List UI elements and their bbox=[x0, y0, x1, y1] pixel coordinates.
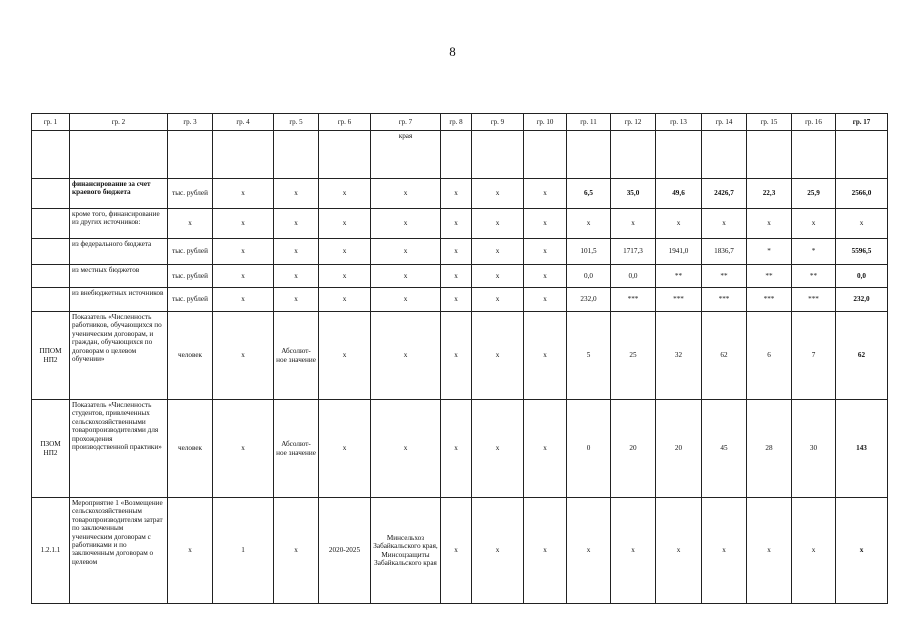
table-cell: x bbox=[441, 265, 472, 288]
table-cell: 35,0 bbox=[611, 179, 656, 209]
table-cell: 0,0 bbox=[611, 265, 656, 288]
table-cell: x bbox=[319, 239, 371, 265]
table-cell: 22,3 bbox=[747, 179, 792, 209]
table-row bbox=[32, 179, 888, 209]
table-cell bbox=[32, 265, 70, 288]
table-cell: 20 bbox=[611, 400, 656, 498]
table-cell: Показатель «Численность студентов, привлеченных сельскохозяйственными товаропроизводителями для прохождения производственной практики» bbox=[70, 400, 168, 498]
table-cell: 20 bbox=[656, 400, 702, 498]
header-cell: гр. 9 bbox=[472, 114, 524, 131]
table-cell: 32 bbox=[656, 312, 702, 400]
table-cell: x bbox=[213, 239, 274, 265]
table-cell: ** bbox=[747, 265, 792, 288]
header-cell: гр. 17 bbox=[836, 114, 888, 131]
table-cell: x bbox=[702, 498, 747, 604]
table-cell bbox=[70, 131, 168, 179]
table-cell: x bbox=[524, 179, 567, 209]
table-cell: x bbox=[441, 400, 472, 498]
table-cell: *** bbox=[747, 288, 792, 312]
table-cell: Абсолют-ное значение bbox=[274, 312, 319, 400]
table-cell: x bbox=[319, 400, 371, 498]
table-cell: 5596,5 bbox=[836, 239, 888, 265]
table-cell: x bbox=[836, 209, 888, 239]
table-cell bbox=[32, 179, 70, 209]
table-cell: кроме того, финансирование из других источников: bbox=[70, 209, 168, 239]
table-cell bbox=[792, 131, 836, 179]
table-cell: x bbox=[656, 209, 702, 239]
table-cell: ** bbox=[702, 265, 747, 288]
table-row bbox=[32, 265, 888, 288]
table-cell: x bbox=[274, 498, 319, 604]
table-cell: x bbox=[213, 288, 274, 312]
table-cell bbox=[836, 131, 888, 179]
header-cell: гр. 6 bbox=[319, 114, 371, 131]
table-cell: ** bbox=[792, 265, 836, 288]
table-cell: человек bbox=[168, 400, 213, 498]
table-cell: x bbox=[524, 400, 567, 498]
table-cell: финансирование за счет краевого бюджета bbox=[70, 179, 168, 209]
table-cell: x bbox=[371, 288, 441, 312]
table-cell: человек bbox=[168, 312, 213, 400]
header-cell: гр. 1 bbox=[32, 114, 70, 131]
table-cell: из внебюджетных источников bbox=[70, 288, 168, 312]
table-cell: x bbox=[441, 288, 472, 312]
table-cell: x bbox=[472, 312, 524, 400]
table-cell: x bbox=[213, 209, 274, 239]
table-cell: 30 bbox=[792, 400, 836, 498]
table-cell: x bbox=[371, 400, 441, 498]
table-cell: 1941,0 bbox=[656, 239, 702, 265]
table-cell bbox=[611, 131, 656, 179]
table-cell: x bbox=[747, 498, 792, 604]
table-cell: x bbox=[441, 498, 472, 604]
table-cell: *** bbox=[656, 288, 702, 312]
table-cell: x bbox=[524, 312, 567, 400]
table-cell: x bbox=[792, 498, 836, 604]
table-cell: x bbox=[274, 288, 319, 312]
header-row bbox=[32, 114, 888, 131]
table-cell: x bbox=[441, 179, 472, 209]
table-cell: x bbox=[472, 498, 524, 604]
table-cell: x bbox=[567, 498, 611, 604]
table-cell: x bbox=[319, 179, 371, 209]
table-cell: Абсолют-ное значение bbox=[274, 400, 319, 498]
table-cell: *** bbox=[792, 288, 836, 312]
header-cell: гр. 7 bbox=[371, 114, 441, 131]
header-cell: гр. 3 bbox=[168, 114, 213, 131]
table-cell: 2020-2025 bbox=[319, 498, 371, 604]
table-cell bbox=[32, 209, 70, 239]
table-cell: 5 bbox=[567, 312, 611, 400]
table-cell: 1836,7 bbox=[702, 239, 747, 265]
table-cell: x bbox=[213, 312, 274, 400]
table-cell bbox=[274, 131, 319, 179]
table-cell: x bbox=[371, 209, 441, 239]
table-cell: 62 bbox=[836, 312, 888, 400]
table-cell: Мероприятие 1 «Возмещение сельскохозяйственным товаропроизводителям затрат по заключенным ученическим договорам с работниками и по заключенным договорам о целевом bbox=[70, 498, 168, 604]
table-cell: x bbox=[441, 239, 472, 265]
table-cell bbox=[747, 131, 792, 179]
table-cell: из федерального бюджета bbox=[70, 239, 168, 265]
table-cell: ППОМ НП2 bbox=[32, 312, 70, 400]
table-cell bbox=[168, 131, 213, 179]
table-cell: 0,0 bbox=[836, 265, 888, 288]
table-cell: x bbox=[319, 209, 371, 239]
table-cell: x bbox=[656, 498, 702, 604]
table-row bbox=[32, 239, 888, 265]
table-cell: x bbox=[371, 312, 441, 400]
table-cell: x bbox=[319, 312, 371, 400]
table-cell: x bbox=[524, 239, 567, 265]
table-cell: x bbox=[274, 179, 319, 209]
table-row bbox=[32, 209, 888, 239]
table-cell: x bbox=[371, 239, 441, 265]
table-cell: x bbox=[168, 209, 213, 239]
table-cell: x bbox=[567, 209, 611, 239]
header-cell: гр. 4 bbox=[213, 114, 274, 131]
table-cell: x bbox=[524, 498, 567, 604]
table-row bbox=[32, 131, 888, 179]
header-cell: гр. 10 bbox=[524, 114, 567, 131]
table-cell: x bbox=[274, 265, 319, 288]
table-cell: x bbox=[441, 209, 472, 239]
table-cell: 6 bbox=[747, 312, 792, 400]
table-cell bbox=[32, 239, 70, 265]
table-cell bbox=[702, 131, 747, 179]
table-cell: * bbox=[747, 239, 792, 265]
header-cell: гр. 13 bbox=[656, 114, 702, 131]
table-cell: 1717,3 bbox=[611, 239, 656, 265]
table-cell: 1 bbox=[213, 498, 274, 604]
table-cell: x bbox=[371, 265, 441, 288]
table-cell: 45 bbox=[702, 400, 747, 498]
table-cell: ** bbox=[656, 265, 702, 288]
table-cell: x bbox=[472, 179, 524, 209]
table-cell bbox=[524, 131, 567, 179]
table-cell: Показатель «Численность работников, обучающихся по ученическим договорам, и граждан, обучающихся по договорам о целевом обучении» bbox=[70, 312, 168, 400]
table-cell: x bbox=[168, 498, 213, 604]
table-cell: x bbox=[441, 312, 472, 400]
table-cell: x bbox=[524, 209, 567, 239]
table-cell: x bbox=[274, 239, 319, 265]
table-cell bbox=[472, 131, 524, 179]
table-cell: ПЗОМ НП2 bbox=[32, 400, 70, 498]
table-cell bbox=[319, 131, 371, 179]
table-cell: 101,5 bbox=[567, 239, 611, 265]
table-cell: 232,0 bbox=[836, 288, 888, 312]
table-cell: *** bbox=[611, 288, 656, 312]
table-cell bbox=[32, 288, 70, 312]
table-cell: x bbox=[472, 239, 524, 265]
table-cell: 0 bbox=[567, 400, 611, 498]
table-cell bbox=[656, 131, 702, 179]
table-cell: x bbox=[702, 209, 747, 239]
header-cell: гр. 12 bbox=[611, 114, 656, 131]
table-cell: 25,9 bbox=[792, 179, 836, 209]
budget-table bbox=[31, 113, 888, 604]
table-cell: 7 bbox=[792, 312, 836, 400]
table-row bbox=[32, 498, 888, 604]
table-cell: края bbox=[371, 131, 441, 179]
table-cell: 62 bbox=[702, 312, 747, 400]
table-cell: тыс. рублей bbox=[168, 288, 213, 312]
table-cell: x bbox=[472, 209, 524, 239]
table-cell: 6,5 bbox=[567, 179, 611, 209]
table-cell bbox=[567, 131, 611, 179]
table-cell: 232,0 bbox=[567, 288, 611, 312]
table-cell: x bbox=[319, 265, 371, 288]
table-cell: x bbox=[836, 498, 888, 604]
table-cell: из местных бюджетов bbox=[70, 265, 168, 288]
table-row bbox=[32, 312, 888, 400]
table-cell bbox=[32, 131, 70, 179]
table-cell: x bbox=[319, 288, 371, 312]
table-cell: x bbox=[524, 265, 567, 288]
table-cell: x bbox=[213, 179, 274, 209]
table-cell: 2566,0 bbox=[836, 179, 888, 209]
header-cell: гр. 16 bbox=[792, 114, 836, 131]
table-cell: 0,0 bbox=[567, 265, 611, 288]
table-cell bbox=[441, 131, 472, 179]
table-cell: 143 bbox=[836, 400, 888, 498]
table-cell: x bbox=[472, 400, 524, 498]
table-cell: x bbox=[213, 265, 274, 288]
table-cell: тыс. рублей bbox=[168, 265, 213, 288]
table-cell bbox=[213, 131, 274, 179]
header-cell: гр. 15 bbox=[747, 114, 792, 131]
table-cell: x bbox=[472, 288, 524, 312]
header-cell: гр. 11 bbox=[567, 114, 611, 131]
table-cell: x bbox=[371, 179, 441, 209]
table-cell: x bbox=[213, 400, 274, 498]
table-cell: x bbox=[747, 209, 792, 239]
table-cell: * bbox=[792, 239, 836, 265]
table-cell: *** bbox=[702, 288, 747, 312]
table-cell: 2426,7 bbox=[702, 179, 747, 209]
header-cell: гр. 14 bbox=[702, 114, 747, 131]
header-cell: гр. 5 bbox=[274, 114, 319, 131]
table-row bbox=[32, 288, 888, 312]
table-row bbox=[32, 400, 888, 498]
table-cell: x bbox=[792, 209, 836, 239]
table-cell: 28 bbox=[747, 400, 792, 498]
table-cell: x bbox=[524, 288, 567, 312]
table-cell: x bbox=[274, 209, 319, 239]
table-cell: x bbox=[611, 498, 656, 604]
header-cell: гр. 2 bbox=[70, 114, 168, 131]
table-cell: тыс. рублей bbox=[168, 179, 213, 209]
table-cell: 25 bbox=[611, 312, 656, 400]
table-cell: x bbox=[472, 265, 524, 288]
table-cell: Минсельхоз Забайкальского края, Минсоцзащиты Забайкальского края bbox=[371, 498, 441, 604]
page-number: 8 bbox=[449, 44, 456, 59]
table-cell: 1.2.1.1 bbox=[32, 498, 70, 604]
table-cell: x bbox=[611, 209, 656, 239]
table-cell: тыс. рублей bbox=[168, 239, 213, 265]
table-cell: 49,6 bbox=[656, 179, 702, 209]
header-cell: гр. 8 bbox=[441, 114, 472, 131]
